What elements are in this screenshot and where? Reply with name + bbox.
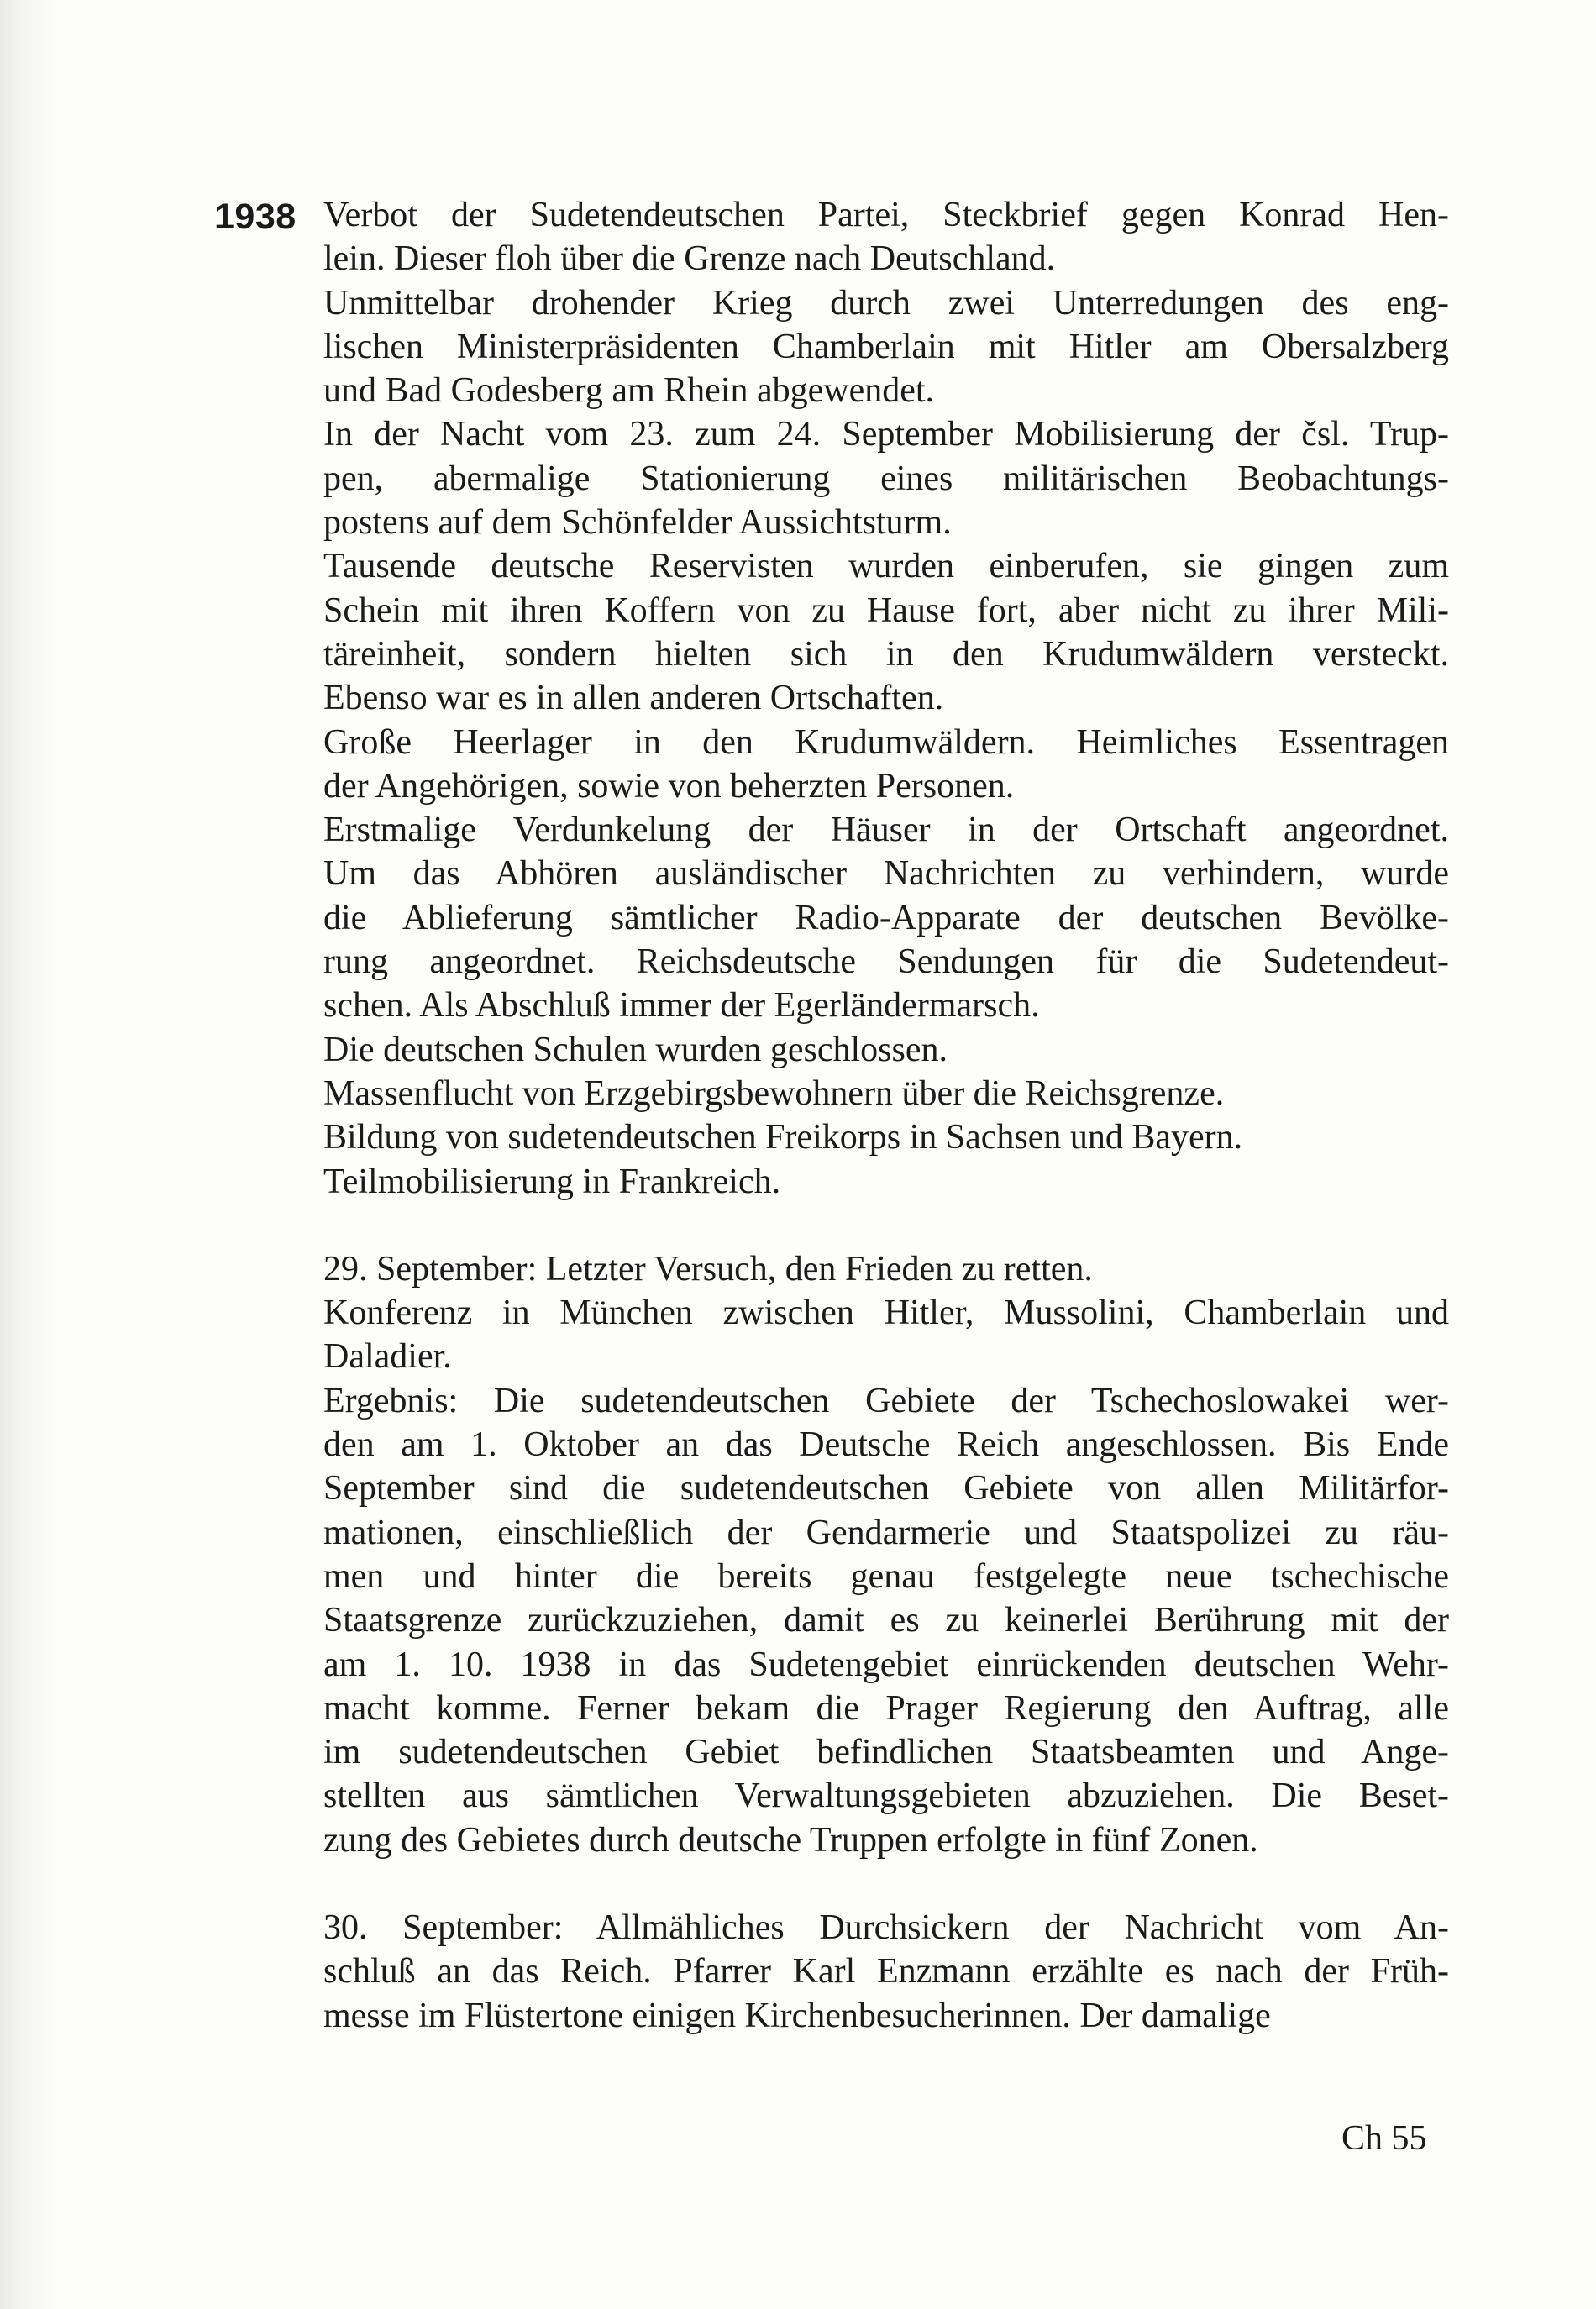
text-line: die Ablieferung sämtlicher Radio-Apparate der deutschen Bevölke- [323, 898, 1449, 937]
text-line: Konferenz in München zwischen Hitler, Mussolini, Chamberlain und [323, 1294, 1449, 1333]
text-line: Massenflucht von Erzgebirgsbewohnern über die Reichsgrenze. [323, 1073, 1225, 1113]
text-line: rung angeordnet. Reichsdeutsche Sendungen für die Sudetendeut- [323, 942, 1449, 982]
text-line: den am 1. Oktober an das Deutsche Reich angeschlossen. Bis Ende [323, 1425, 1449, 1465]
text-line: Schein mit ihren Koffern von zu Hause fort, aber nicht zu ihrer Mili- [323, 590, 1449, 630]
text-line: am 1. 10. 1938 in das Sudetengebiet einrückenden deutschen Wehr- [323, 1645, 1449, 1684]
text-line: men und hinter die bereits genau festgelegte neue tschechische [323, 1556, 1449, 1596]
page-number: Ch 55 [1341, 2119, 1427, 2158]
text-line: täreinheit, sondern hielten sich in den Krudumwäldern versteckt. [323, 634, 1449, 674]
text-line: messe im Flüstertone einigen Kirchenbesucherinnen. Der damalige [323, 1996, 1271, 2035]
text-line: stellten aus sämtlichen Verwaltungsgebieten abzuziehen. Die Beset- [323, 1776, 1449, 1816]
text-line: September sind die sudetendeutschen Gebiete von allen Militärfor- [323, 1469, 1449, 1509]
year-heading: 1938 [214, 197, 297, 237]
text-line: 29. September: Letzter Versuch, den Frieden zu retten. [323, 1249, 1093, 1288]
text-line: macht komme. Ferner bekam die Prager Regierung den Auftrag, alle [323, 1688, 1449, 1728]
text-line: Bildung von sudetendeutschen Freikorps in Sachsen und Bayern. [323, 1118, 1243, 1157]
text-line: Die deutschen Schulen wurden geschlossen. [323, 1030, 948, 1069]
text-line: Ergebnis: Die sudetendeutschen Gebiete der Tschechoslowakei wer- [323, 1381, 1449, 1420]
paragraph-gap [323, 1862, 1449, 1906]
paragraph-block-2 [323, 1247, 1449, 1862]
text-line: Um das Abhören ausländischer Nachrichten zu verhindern, wurde [323, 854, 1449, 894]
text-line: Unmittelbar drohender Krieg durch zwei Unterredungen des eng- [323, 283, 1449, 323]
text-line: Ebenso war es in allen anderen Ortschaften. [323, 679, 944, 718]
paragraph-gap [323, 1204, 1449, 1247]
text-line: mationen, einschließlich der Gendarmerie und Staatspolizei zu räu- [323, 1513, 1449, 1552]
text-line: Teilmobilisierung in Frankreich. [323, 1162, 781, 1201]
text-line: 30. September: Allmähliches Durchsickern der Nachricht vom An- [323, 1908, 1449, 1947]
text-line: Verbot der Sudetendeutschen Partei, Steckbrief gegen Konrad Hen- [323, 196, 1449, 234]
text-line: zung des Gebietes durch deutsche Truppen erfolgte in fünf Zonen. [323, 1820, 1258, 1860]
text-line: schluß an das Reich. Pfarrer Karl Enzmann erzählte es nach der Früh- [323, 1952, 1449, 1992]
text-line: Erstmalige Verdunkelung der Häuser in der Ortschaft angeordnet. [323, 811, 1449, 850]
text-line: pen, abermalige Stationierung eines militärischen Beobachtungs- [323, 459, 1449, 498]
paragraph-block-1 [323, 193, 1449, 1204]
text-line: Große Heerlager in den Krudumwäldern. Heimliches Essentragen [323, 722, 1449, 762]
text-line: Tausende deutsche Reservisten wurden einberufen, sie gingen zum [323, 547, 1449, 586]
text-line: In der Nacht vom 23. zum 24. September Mobilisierung der čsl. Trup- [323, 415, 1449, 454]
text-line: Staatsgrenze zurückzuziehen, damit es zu keinerlei Berührung mit der [323, 1601, 1449, 1640]
text-line: und Bad Godesberg am Rhein abgewendet. [323, 371, 935, 411]
text-line: schen. Als Abschluß immer der Egerländermarsch. [323, 986, 1040, 1026]
text-line: lein. Dieser floh über die Grenze nach Deutschland. [323, 239, 1056, 279]
text-line: im sudetendeutschen Gebiet befindlichen Staatsbeamten und Ange- [323, 1733, 1449, 1772]
text-line: Daladier. [323, 1337, 452, 1377]
text-line: postens auf dem Schönfelder Aussichtsturm. [323, 503, 952, 543]
document-body [323, 193, 1449, 2038]
paragraph-block-3 [323, 1906, 1449, 2038]
text-line: der Angehörigen, sowie von beherzten Personen. [323, 766, 1015, 806]
text-line: lischen Ministerpräsidenten Chamberlain mit Hitler am Obersalzberg [323, 327, 1449, 366]
